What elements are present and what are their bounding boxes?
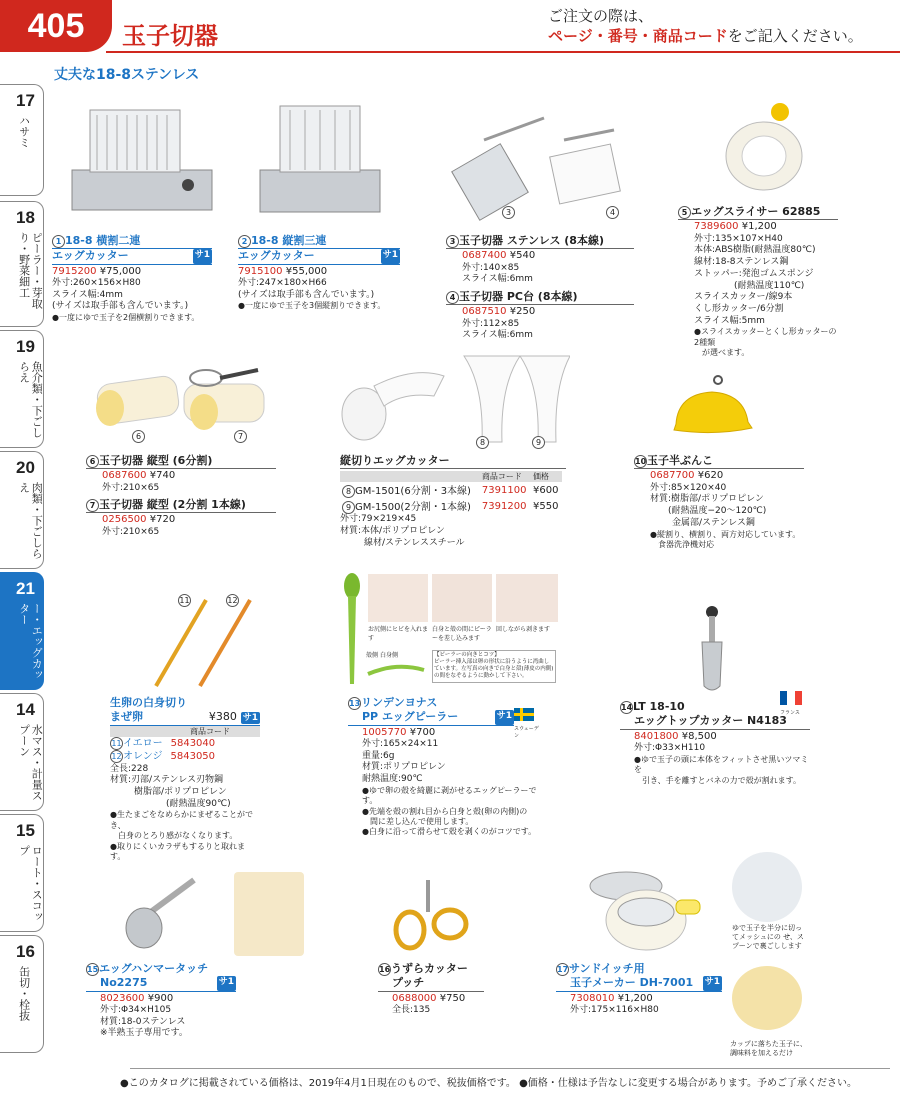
item-number: 7 <box>234 430 247 443</box>
product-price: ¥700 <box>409 726 436 738</box>
spec-line: 外寸:247×180×H66 <box>238 278 327 289</box>
product-price: ¥600 <box>532 484 559 496</box>
tab-21[interactable] <box>0 572 56 690</box>
product-image-10 <box>668 372 758 444</box>
tab-label: 魚介類・下ごしらえ <box>17 361 44 438</box>
flag-label: スウェーデン <box>514 726 539 739</box>
product-3 <box>446 234 634 286</box>
product-price: ¥720 <box>149 514 176 526</box>
product-15 <box>86 962 236 1040</box>
product-image-13 <box>340 572 364 690</box>
item-number: 3 <box>446 235 459 248</box>
peeler-side-marks <box>366 650 426 659</box>
spec-line: ●スライスカッターとくし形カッターの2種類 <box>694 327 837 347</box>
table-row <box>110 750 260 764</box>
spec-line: 外寸:Φ33×H110 <box>634 743 706 754</box>
product-code: 7915100 <box>238 265 283 277</box>
item-number: 8 <box>476 436 489 449</box>
page-title: 玉子切器 <box>122 22 218 50</box>
spec-line: 材質:樹脂部/ポリプロピレン <box>650 494 764 505</box>
usage-photo-1 <box>368 574 428 622</box>
product-title-line1: 18-8 縦割三連 <box>251 234 327 247</box>
spec-line: ●ゆで卵の殻を綺麗に剥がせるエッグピーラーです。 <box>362 785 537 806</box>
product-price: ¥740 <box>149 470 176 482</box>
color-name: イエロー <box>123 737 163 749</box>
usage-photo-17b <box>732 966 802 1030</box>
header-divider <box>106 51 900 53</box>
sai-badge: サ1 <box>703 976 722 990</box>
product-title-line2: プッチ <box>378 976 484 991</box>
product-10 <box>634 454 804 550</box>
footer-note: ●このカタログに掲載されている価格は、2019年4月1日現在のもので、税抜価格です。 ●価格・仕様は予告なしに変更する場合があります。予めご了承ください。 <box>120 1078 858 1089</box>
model: GM-1501(6分割・3本線) <box>355 486 471 498</box>
product-13 <box>348 696 546 838</box>
item-number: 4 <box>606 206 619 219</box>
spec-line: (耐熱温度−20〜120℃) <box>668 506 767 517</box>
tab-number: 21 <box>16 579 35 598</box>
spec-line: ストッパー:発泡ゴムスポンジ <box>694 268 814 279</box>
peeler-tips <box>366 650 558 690</box>
product-code: 0687700 <box>650 470 695 482</box>
spec-line: スライスカッター/線9本 <box>694 292 793 303</box>
product-title-line1: 生卵の白身切り <box>110 696 187 709</box>
usage-caption-17b <box>730 1040 810 1058</box>
product-image-3-4 <box>444 110 634 222</box>
spec-line: スライス幅:6mm <box>462 274 533 285</box>
tab-number: 17 <box>16 91 35 110</box>
tab-label: ハサミ <box>17 115 31 148</box>
product-2 <box>238 234 400 312</box>
product-price: ¥1,200 <box>741 221 777 233</box>
product-price: ¥620 <box>697 470 724 482</box>
tab-14[interactable] <box>0 693 44 811</box>
spec-line: ●取りにくいカラザもするりと取れます。 <box>110 841 245 861</box>
product-price: ¥550 <box>532 500 559 512</box>
spec-line: 外寸:210×65 <box>102 482 160 493</box>
product-title-line1: LT 18-10 <box>633 700 685 713</box>
product-6 <box>86 454 276 494</box>
product-code: 7391100 <box>481 484 527 496</box>
flag-label: フランス <box>780 710 800 716</box>
usage-caption-17a <box>732 924 812 951</box>
product-price: ¥900 <box>147 992 174 1004</box>
product-image-1 <box>62 100 220 228</box>
product-image-11-12 <box>150 594 260 690</box>
spec-line: 食器洗浄機対応 <box>658 539 714 549</box>
product-code: 7915200 <box>52 265 97 277</box>
item-number: 3 <box>502 206 515 219</box>
tab-label: ロート・スコップ <box>17 845 44 922</box>
product-code: 0687400 <box>462 250 507 262</box>
item-number: 11 <box>111 738 122 748</box>
spec-line: ●先端を殻の割れ目から白身と殻(卵の内側)の <box>362 806 528 816</box>
spec-line: ●白身に沿って滑らせて殻を剥くのがコツです。 <box>362 827 537 837</box>
spec-line: 外寸:140×85 <box>462 262 520 273</box>
col-header-price: 価格 <box>532 472 549 482</box>
tab-18[interactable] <box>0 201 44 327</box>
item-number: 15 <box>87 965 99 974</box>
item-number: 5 <box>678 206 691 219</box>
model: GM-1500(2分割・1本線) <box>355 502 471 514</box>
product-16 <box>378 962 484 1017</box>
item-number: 16 <box>379 965 391 974</box>
tab-number: 16 <box>16 942 35 961</box>
spec-line: (サイズは取手部も含んでいます。) <box>52 301 189 312</box>
item-number: 2 <box>238 235 251 248</box>
spec-line: 外寸:210×65 <box>102 526 160 537</box>
spec-line: ●生たまごをなめらかにまぜることができ、 <box>110 810 253 830</box>
spec-line: (耐熱温度90℃) <box>166 798 231 809</box>
spec-line: 間に差し込んで使用します。 <box>370 817 474 827</box>
product-title-line2: エッグカッター <box>238 249 315 263</box>
spec-line: 材質:ポリプロピレン <box>362 762 446 773</box>
product-image-16 <box>388 872 472 954</box>
spec-line: 外寸:85×120×40 <box>650 482 727 493</box>
sai-badge: サ1 <box>193 249 212 263</box>
spec-line: 本体:ABS樹脂(耐熱温度80℃) <box>694 245 816 256</box>
product-code: 7389600 <box>694 221 739 233</box>
section-title: 丈夫な18-8ステンレス <box>54 67 200 83</box>
spec-line: スライス幅:5mm <box>694 315 765 326</box>
usage-caption: 白身と殻の間にピーラーを差し込みます <box>432 626 492 642</box>
spec-line: ※半熟玉子専用です。 <box>100 1028 188 1039</box>
product-title-line2: エッグカッター <box>52 249 129 263</box>
usage-caption: お尻側にヒビを入れます <box>368 626 429 642</box>
spec-line: 外寸:135×107×H40 <box>694 233 783 244</box>
product-title: エッグスライサー 62885 <box>691 205 821 218</box>
caption-line: カップに落ちた玉子に、 <box>730 1040 807 1048</box>
spec-line: 全長:135 <box>392 1005 431 1016</box>
product-code: 8023600 <box>100 992 145 1004</box>
product-title-line1: うずらカッター <box>391 962 468 975</box>
table-row <box>340 482 562 498</box>
spec-line: 外寸:260×156×H80 <box>52 278 141 289</box>
item-number: 9 <box>532 436 545 449</box>
spec-line: 引き、手を離すとバネの力で殻が割れます。 <box>642 775 802 785</box>
col-header-code: 商品コード <box>481 472 522 482</box>
mark-label: 白身側 <box>379 652 398 659</box>
spec-line: 外寸:Φ34×H105 <box>100 1005 172 1016</box>
color-name: オレンジ <box>123 751 163 763</box>
product-code: 8401800 <box>634 730 679 742</box>
product-title-line2: No2275 <box>100 976 148 990</box>
spec-line: 材質:本体/ポリプロピレン <box>340 525 445 536</box>
table-row <box>340 498 562 514</box>
product-1 <box>52 234 212 324</box>
item-number: 9 <box>342 501 355 514</box>
product-code: 5843050 <box>170 751 216 763</box>
peeler-tip-note <box>432 650 556 683</box>
spec-line: 重量:6g <box>362 750 395 761</box>
product-image-15 <box>118 874 202 954</box>
product-price: ¥1,200 <box>617 992 653 1004</box>
spec-line: スライス幅:6mm <box>462 330 533 341</box>
item-number: 10 <box>635 457 647 466</box>
tab-number: 14 <box>16 700 35 719</box>
spec-line: くし形カッター/6分割 <box>694 303 784 314</box>
item-number: 4 <box>446 291 459 304</box>
caption-line: 調味料を加えるだけ <box>730 1049 793 1058</box>
item-number: 7 <box>86 499 99 512</box>
spec-line: が選べます。 <box>702 348 750 358</box>
spec-line: ●一度にゆで玉子を3個縦割りできます。 <box>238 301 386 311</box>
product-price: ¥55,000 <box>285 265 328 277</box>
product-image-2 <box>250 100 390 228</box>
sai-badge: サ1 <box>495 710 514 724</box>
spec-line: 材質:刃部/ステンレス刃物鋼 <box>110 775 223 786</box>
tab-label: ポテトマッシャー・エッグカッター <box>17 603 56 680</box>
spec-line: 材質:18-0ステンレス <box>100 1016 186 1027</box>
usage-photo-2 <box>432 574 492 622</box>
product-title-line2: PP エッグピーラー <box>362 710 459 724</box>
tab-number: 19 <box>16 337 35 356</box>
product-5 <box>678 205 838 358</box>
spec-line: (耐熱温度110℃) <box>734 280 805 291</box>
tab-19[interactable] <box>0 330 44 448</box>
product-title: 玉子切器 PC台 (8本線) <box>459 290 578 303</box>
product-image-6-7 <box>88 350 268 446</box>
spec-line: 線材:18-8ステンレス鋼 <box>694 257 789 268</box>
product-code: 0687510 <box>462 306 507 318</box>
tab-label: 缶切・栓抜 <box>17 966 31 1021</box>
item-number: 11 <box>179 596 190 605</box>
sai-badge: サ1 <box>381 249 400 263</box>
item-number: 8 <box>342 485 355 498</box>
product-title: 玉子切器 ステンレス (8本線) <box>459 234 604 247</box>
spec-line: (サイズは取手部も含んでいます。) <box>238 289 375 300</box>
product-price: ¥250 <box>509 306 536 318</box>
product-title-line1: エッグハンマータッチ <box>99 962 209 975</box>
product-price: ¥750 <box>439 992 466 1004</box>
usage-photo-15 <box>234 872 304 956</box>
product-8-9 <box>340 454 566 549</box>
spec-line: 耐熱温度:90℃ <box>362 774 423 785</box>
item-number: 14 <box>621 703 633 712</box>
order-note-line1: ご注文の際は、 <box>548 7 654 25</box>
product-code: 0687600 <box>102 470 147 482</box>
usage-photo-17a <box>732 852 802 922</box>
note-title: 【ピーラーの向きとコツ】 <box>434 652 500 658</box>
product-price: ¥75,000 <box>99 265 142 277</box>
spec-line: スライス幅:4mm <box>52 289 123 300</box>
product-4 <box>446 290 634 342</box>
note-text: ピーラー挿入部は卵の形状に沿うように湾曲しています。左写真の向きで白身と殻(薄皮の内側)の間をなぞるように動かして下さい。 <box>434 659 554 680</box>
product-title: 玉子切器 縦型 (6分割) <box>99 454 213 467</box>
spec-line: 外寸:175×116×H80 <box>570 1005 659 1016</box>
item-number: 17 <box>557 965 569 974</box>
product-code: 1005770 <box>362 726 407 738</box>
item-number: 12 <box>227 596 238 605</box>
order-note-tail: をご記入ください。 <box>727 27 863 46</box>
item-number: 1 <box>52 235 65 248</box>
spec-line: ●一度にゆで玉子を2個横割りできます。 <box>52 313 200 323</box>
spec-line: 外寸:79×219×45 <box>340 514 417 525</box>
peeler-tip-illustration <box>366 660 426 680</box>
product-title: 玉子切器 縦型 (2分割 1本線) <box>99 498 246 511</box>
order-note-highlight: ページ・番号・商品コード <box>548 27 728 46</box>
table-row <box>110 737 260 751</box>
spec-line: 線材/ステンレススチール <box>364 537 465 548</box>
product-11-12 <box>110 696 260 862</box>
tab-label: 肉類・下ごしらえ <box>17 482 44 559</box>
product-7 <box>86 498 276 538</box>
item-number: 12 <box>111 752 122 762</box>
spec-line: 白身のとろり感がなくなります。 <box>118 831 238 841</box>
price-table <box>340 471 562 514</box>
usage-photo-3 <box>496 574 558 622</box>
product-image-14 <box>690 604 734 696</box>
spec-line: ●ゆで玉子の頭に本体をフィットさせ黒いツマミを <box>634 754 809 775</box>
product-title-line1: 18-8 横割二連 <box>65 234 141 247</box>
product-14 <box>620 700 810 786</box>
product-17 <box>556 962 722 1017</box>
product-image-8-9 <box>334 346 570 450</box>
product-price: ¥540 <box>509 250 536 262</box>
product-code: 7391200 <box>481 500 527 512</box>
product-code: 0688000 <box>392 992 437 1004</box>
product-title-line2: 玉子メーカー DH-7001 <box>570 976 694 990</box>
caption-line: ゆで玉子を半分に切っ <box>732 924 802 932</box>
product-title-line2: まぜ卵 <box>110 710 143 724</box>
sai-badge: サ1 <box>217 976 236 990</box>
usage-photos <box>368 574 558 642</box>
tab-20[interactable] <box>0 451 44 569</box>
footer-divider <box>130 1068 890 1069</box>
caption-line: てメッシュにの せ、ス <box>732 933 804 942</box>
spec-line: 外寸:165×24×11 <box>362 739 439 750</box>
product-title-line1: リンデンヨナス <box>361 696 438 709</box>
sai-badge: サ1 <box>242 713 258 724</box>
usage-caption: 回しながら剥きます <box>496 626 551 633</box>
page-number: 405 <box>0 0 112 52</box>
tab-16[interactable] <box>0 935 44 1053</box>
item-number: 6 <box>86 455 99 468</box>
spec-line: ●縦割り、横割り、両方対応しています。 <box>650 529 801 539</box>
tab-number: 20 <box>16 458 35 477</box>
product-title: 玉子半ぶんこ <box>647 454 713 467</box>
product-code: 7308010 <box>570 992 615 1004</box>
spec-line: 金属部/ステンレス鋼 <box>672 517 755 528</box>
col-header-code: 商品コード <box>110 726 260 737</box>
tab-number: 18 <box>16 208 35 227</box>
product-title-line1: サンドイッチ用 <box>569 962 645 975</box>
tab-15[interactable] <box>0 814 44 932</box>
mark-label: 殻側 <box>366 652 379 659</box>
tab-number: 15 <box>16 821 35 840</box>
tab-label: ピーラー・芽取り・野菜細工 <box>17 232 44 309</box>
spec-line: 樹脂部/ポリプロピレン <box>134 786 227 797</box>
spec-line: 外寸:112×85 <box>462 318 520 329</box>
product-image-5 <box>718 100 810 198</box>
product-title: 縦切りエッグカッター <box>340 454 566 469</box>
item-number: 13 <box>349 699 361 708</box>
item-number: 6 <box>132 430 145 443</box>
tab-17[interactable] <box>0 84 44 196</box>
caption-line: プーンで裏ごしします <box>732 942 802 951</box>
product-code: 0256500 <box>102 514 147 526</box>
tab-label: 水マス・計量スプーン <box>17 724 44 801</box>
product-code: 5843040 <box>170 737 216 749</box>
product-image-17 <box>584 856 704 956</box>
product-title-line2: エッグトップカッター N4183 <box>620 714 810 729</box>
product-price: ¥8,500 <box>681 730 717 742</box>
product-price: ¥380 <box>208 710 237 724</box>
spec-line: 全長:228 <box>110 763 149 774</box>
order-note <box>548 6 863 47</box>
